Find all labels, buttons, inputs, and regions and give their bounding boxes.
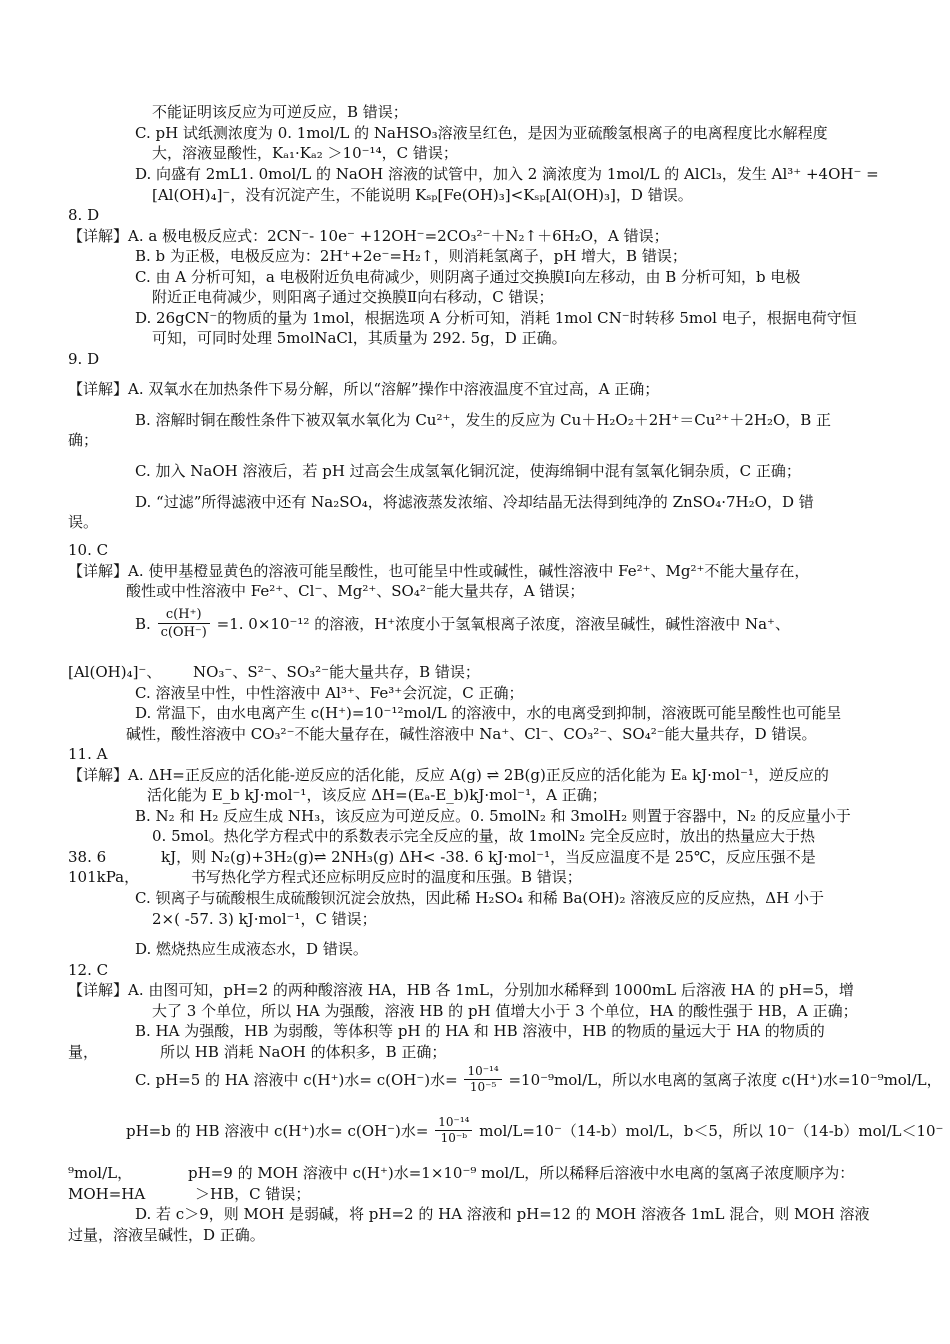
text-line: D. “过滤”所得滤液中还有 Na₂SO₄，将滤液蒸发浓缩、冷却结晶无法得到纯净的 ZnSO₄·7H₂O，D 错 <box>135 493 814 511</box>
fraction-denominator: 10⁻⁵ <box>469 1080 497 1094</box>
text-line: B. 溶解时铜在酸性条件下被双氧水氧化为 Cu²⁺，发生的反应为 Cu＋H₂O₂＋2H⁺＝Cu²⁺＋2H₂O，B 正 <box>135 411 832 429</box>
text-line: C. 加入 NaOH 溶液后，若 pH 过高会生成氢氧化铜沉淀，使海绵铜中混有氢氧化铜杂质，C 正确； <box>135 462 801 480</box>
text-line: [Al(OH)₄]⁻，没有沉淀产生，不能说明 Kₛₚ[Fe(OH)₃]<Kₛₚ[Al(OH)₃]，D 错误。 <box>152 186 693 204</box>
fraction-numerator: c(H⁺) <box>158 606 210 624</box>
text-line: C. pH=5 的 HA 溶液中 c(H⁺)水= c(OH⁻)水= <box>135 1070 458 1089</box>
text-line: NO₃⁻、S²⁻、SO₃²⁻能大量共存，B 错误； <box>193 663 480 681</box>
question-number: 10. C <box>68 541 109 559</box>
text-line: 碱性，酸性溶液中 CO₃²⁻不能大量存在，碱性溶液中 Na⁺、Cl⁻、CO₃²⁻、SO₄²⁻能大量共存，D 错误。 <box>126 725 817 743</box>
text-line: 【详解】A. ΔH=正反应的活化能-逆反应的活化能，反应 A(g) ⇌ 2B(g)正反应的活化能为 Eₐ kJ·mol⁻¹，逆反应的 <box>68 766 829 784</box>
text-line: 酸性或中性溶液中 Fe²⁺、Cl⁻、Mg²⁺、SO₄²⁻能大量共存，A 错误； <box>126 582 585 600</box>
fraction-denominator: c(OH⁻) <box>160 625 207 640</box>
text-line: 书写热化学方程式还应标明反应时的温度和压强。B 错误； <box>191 868 582 886</box>
text-line: C. 溶液呈中性，中性溶液中 Al³⁺、Fe³⁺会沉淀，C 正确； <box>135 684 524 702</box>
text-line: D. 向盛有 2mL1. 0mol/L 的 NaOH 溶液的试管中，加入 2 滴浓度为 1mol/L 的 AlCl₃，发生 Al³⁺ +4OH⁻ = <box>135 165 879 183</box>
text-line: 【详解】A. 双氧水在加热条件下易分解，所以“溶解”操作中溶液温度不宜过高，A 正确； <box>68 380 660 398</box>
fraction-numerator: 10⁻¹⁴ <box>435 1115 472 1131</box>
text-line: 误。 <box>68 513 99 531</box>
ion-product-fraction <box>464 1064 501 1095</box>
text-line: 大，溶液显酸性，Kₐ₁·Kₐ₂ ＞10⁻¹⁴，C 错误； <box>152 144 458 162</box>
text-line: 2×( -57. 3) kJ·mol⁻¹，C 错误； <box>152 910 377 928</box>
question-number: 11. A <box>68 745 108 763</box>
text-line: 大了 3 个单位，所以 HA 为强酸，溶液 HB 的 pH 值增大小于 3 个单位，HA 的酸性强于 HB，A 正确； <box>152 1002 858 1020</box>
text-line: pH=9 的 MOH 溶液中 c(H⁺)水=1×10⁻⁹ mol/L，所以稀释后溶液中水电离的氢离子浓度顺序为： <box>188 1164 855 1182</box>
equation-line <box>126 1115 943 1155</box>
text-line: 101kPa， <box>68 868 140 886</box>
text-line: 38. 6 <box>68 848 107 866</box>
question-number: 8. D <box>68 206 100 224</box>
text-line: mol/L=10⁻（14-b）mol/L，b＜5，所以 10⁻（14-b）mol/L＜10⁻ <box>479 1121 944 1140</box>
text-line: C. 钡离子与硫酸根生成硫酸钡沉淀会放热，因此稀 H₂SO₄ 和稀 Ba(OH)₂ 溶液反应的反应热，ΔH 小于 <box>135 889 824 907</box>
text-line: C. 由 A 分析可知，a 电极附近负电荷减少，则阴离子通过交换膜Ⅰ向左移动，由 B 分析可知，b 电极 <box>135 268 801 286</box>
ratio-fraction <box>158 606 210 641</box>
text-line: MOH=HA <box>68 1185 146 1203</box>
text-line: 量， <box>68 1043 99 1061</box>
fraction-numerator: 10⁻¹⁴ <box>464 1064 501 1080</box>
text-line: 所以 HB 消耗 NaOH 的体积多，B 正确； <box>160 1043 447 1061</box>
text-line: B. b 为正极，电极反应为：2H⁺+2e⁻=H₂↑，则消耗氢离子，pH 增大，B 错误； <box>135 247 687 265</box>
text-line: kJ，则 N₂(g)+3H₂(g)⇌ 2NH₃(g) ΔH< -38. 6 kJ·mol⁻¹，当反应温度不是 25℃，反应压强不是 <box>161 848 816 866</box>
text-line: 【详解】A. a 极电极反应式：2CN⁻- 10e⁻ +12OH⁻=2CO₃²⁻＋N₂↑＋6H₂O，A 错误； <box>68 227 669 245</box>
equation-line <box>135 1064 942 1104</box>
text-line: B. N₂ 和 H₂ 反应生成 NH₃，该反应为可逆反应。0. 5molN₂ 和 3molH₂ 则置于容器中，N₂ 的反应量小于 <box>135 807 851 825</box>
text-line: 【详解】A. 由图可知，pH=2 的两种酸溶液 HA，HB 各 1mL，分别加水稀释到 1000mL 后溶液 HA 的 pH=5，增 <box>68 981 854 999</box>
ratio-expression <box>135 606 790 640</box>
text-line: D. 26gCN⁻的物质的量为 1mol，根据选项 A 分析可知，消耗 1mol CN⁻时转移 5mol 电子，根据电荷守恒 <box>135 309 857 327</box>
text-line: 确； <box>68 431 99 449</box>
text-line: 【详解】A. 使甲基橙显黄色的溶液可能呈酸性，也可能呈中性或碱性，碱性溶液中 Fe²⁺、Mg²⁺不能大量存在， <box>68 562 810 580</box>
text-line: D. 若 c＞9，则 MOH 是弱碱，将 pH=2 的 HA 溶液和 pH=12 的 MOH 溶液各 1mL 混合，则 MOH 溶液 <box>135 1205 870 1223</box>
text-line: 过量，溶液呈碱性，D 正确。 <box>68 1226 265 1244</box>
text-line: C. pH 试纸测浓度为 0. 1mol/L 的 NaHSO₃溶液呈红色，是因为亚硫酸氢根离子的电离程度比水解程度 <box>135 124 828 142</box>
text-line: ⁹mol/L， <box>68 1164 133 1182</box>
question-number: 9. D <box>68 350 100 368</box>
text-line: 0. 5mol。热化学方程式中的系数表示完全反应的量，故 1molN₂ 完全反应时，放出的热量应大于热 <box>152 827 815 845</box>
text-line: D. 常温下，由水电离产生 c(H⁺)=10⁻¹²mol/L 的溶液中，水的电离受到抑制，溶液既可能呈酸性也可能呈 <box>135 704 842 722</box>
text-line: =10⁻⁹mol/L，所以水电离的氢离子浓度 c(H⁺)水=10⁻⁹mol/L， <box>508 1070 942 1089</box>
text-line: 附近正电荷减少，则阳离子通过交换膜Ⅱ向右移动，C 错误； <box>152 288 554 306</box>
option-label: B. <box>135 614 151 633</box>
text-line: D. 燃烧热应生成液态水，D 错误。 <box>135 940 368 958</box>
text-line: [Al(OH)₄]⁻、 <box>68 663 162 681</box>
text-line: pH=b 的 HB 溶液中 c(H⁺)水= c(OH⁻)水= <box>126 1121 429 1140</box>
text-line: 可知，可同时处理 5molNaCl，其质量为 292. 5g，D 正确。 <box>152 329 567 347</box>
text-line: 活化能为 E_b kJ·mol⁻¹，该反应 ΔH=(Eₐ-E_b)kJ·mol⁻¹，A 正确； <box>147 786 607 804</box>
fraction-denominator: 10⁻ᵇ <box>440 1131 468 1145</box>
ion-product-fraction <box>435 1115 472 1146</box>
question-number: 12. C <box>68 961 109 979</box>
text-line: ＞HB，C 错误； <box>195 1185 311 1203</box>
text-line: B. HA 为强酸，HB 为弱酸，等体积等 pH 的 HA 和 HB 溶液中，HB 的物质的量远大于 HA 的物质的 <box>135 1022 825 1040</box>
text-line: 不能证明该反应为可逆反应，B 错误； <box>152 103 408 121</box>
text-line: =1. 0×10⁻¹² 的溶液，H⁺浓度小于氢氧根离子浓度，溶液呈碱性，碱性溶液中 Na⁺、 <box>216 614 790 633</box>
